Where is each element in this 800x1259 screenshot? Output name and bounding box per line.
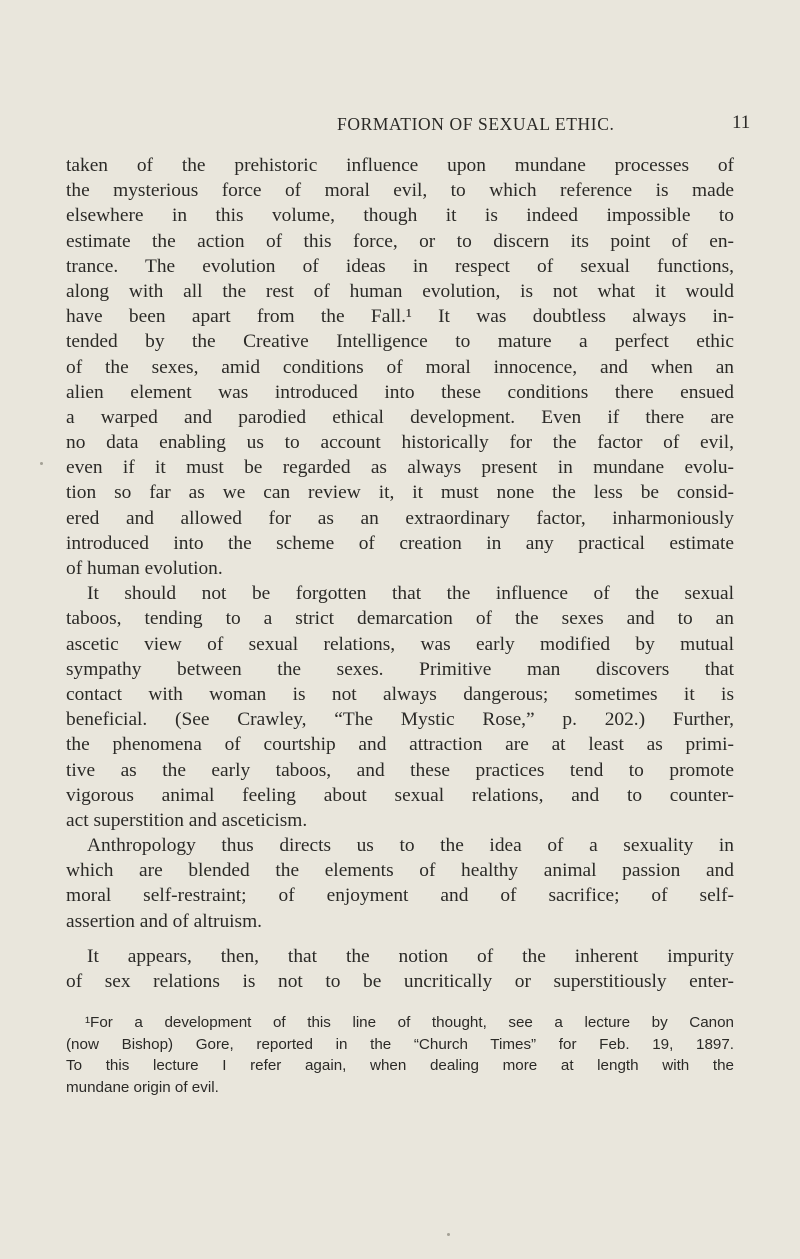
text-line: moral self-restraint; of enjoyment and of sacrifice; of self-: [66, 885, 734, 907]
text-line: trance. The evolution of ideas in respect of sexual functions,: [66, 255, 734, 277]
text-line: a warped and parodied ethical development. Even if there are: [66, 406, 734, 428]
body-text: [66, 153, 734, 994]
paragraph-1: [66, 153, 734, 581]
text-line: assertion and of altruism.: [66, 910, 263, 932]
footnote-line: To this lecture I refer again, when dealing more at length with the: [66, 1057, 734, 1074]
paragraph-3: [66, 833, 734, 934]
footnote-line: mundane origin of evil.: [66, 1078, 219, 1096]
text-line: no data enabling us to account historically for the factor of evil,: [66, 432, 734, 454]
text-line: beneficial. (See Crawley, “The Mystic Rose,” p. 202.) Further,: [66, 709, 734, 731]
running-title: FORMATION OF SEXUAL ETHIC.: [337, 114, 615, 134]
text-line: even if it must be regarded as always present in mundane evolu-: [66, 457, 734, 479]
text-line: It should not be forgotten that the influence of the sexual: [87, 583, 734, 605]
page-number: 11: [732, 112, 751, 133]
text-line: along with all the rest of human evolution, is not what it would: [66, 280, 734, 302]
text-line: Anthropology thus directs us to the idea of a sexuality in: [87, 835, 734, 857]
text-line: sympathy between the sexes. Primitive man discovers that: [66, 658, 734, 680]
text-line: have been apart from the Fall.¹ It was doubtless always in-: [66, 306, 734, 328]
footnote-line: (now Bishop) Gore, reported in the “Church Times” for Feb. 19, 1897.: [66, 1035, 734, 1053]
running-head: [0, 114, 800, 138]
text-line: the mysterious force of moral evil, to which reference is made: [66, 180, 734, 202]
footnote: [66, 1012, 734, 1098]
text-line: contact with woman is not always dangerous; sometimes it is: [66, 683, 734, 705]
text-line: taboos, tending to a strict demarcation of the sexes and to an: [66, 608, 734, 630]
text-line: tended by the Creative Intelligence to mature a perfect ethic: [66, 331, 734, 353]
text-line: ered and allowed for as an extraordinary factor, inharmoniously: [66, 507, 734, 529]
text-line: vigorous animal feeling about sexual relations, and to counter-: [66, 784, 734, 806]
paragraph-gap: [66, 934, 734, 944]
paragraph-4: [66, 944, 734, 994]
text-line: which are blended the elements of healthy animal passion and: [66, 860, 734, 882]
text-line: alien element was introduced into these conditions there ensued: [66, 381, 734, 403]
text-line: act superstition and asceticism.: [66, 809, 308, 831]
text-line: tion so far as we can review it, it must none the less be consid-: [66, 482, 734, 504]
paper-speck: [40, 462, 43, 465]
footnote-line: ¹For a development of this line of thought, see a lecture by Canon: [85, 1014, 734, 1031]
text-line: of sex relations is not to be uncritically or superstitiously enter-: [66, 971, 734, 992]
text-line: of human evolution.: [66, 558, 223, 579]
paragraph-2: [66, 581, 734, 833]
text-line: elsewhere in this volume, though it is indeed impossible to: [66, 205, 734, 227]
text-line: taken of the prehistoric influence upon mundane processes of: [66, 155, 734, 176]
paper-speck: [447, 1233, 450, 1236]
text-line: ascetic view of sexual relations, was early modified by mutual: [66, 633, 734, 655]
text-line: the phenomena of courtship and attraction are at least as primi-: [66, 734, 734, 756]
text-line: tive as the early taboos, and these practices tend to promote: [66, 759, 734, 781]
text-line: It appears, then, that the notion of the inherent impurity: [87, 945, 734, 967]
text-line: estimate the action of this force, or to discern its point of en-: [66, 230, 734, 252]
text-line: of the sexes, amid conditions of moral innocence, and when an: [66, 356, 734, 378]
text-line: introduced into the scheme of creation in any practical estimate: [66, 532, 734, 554]
